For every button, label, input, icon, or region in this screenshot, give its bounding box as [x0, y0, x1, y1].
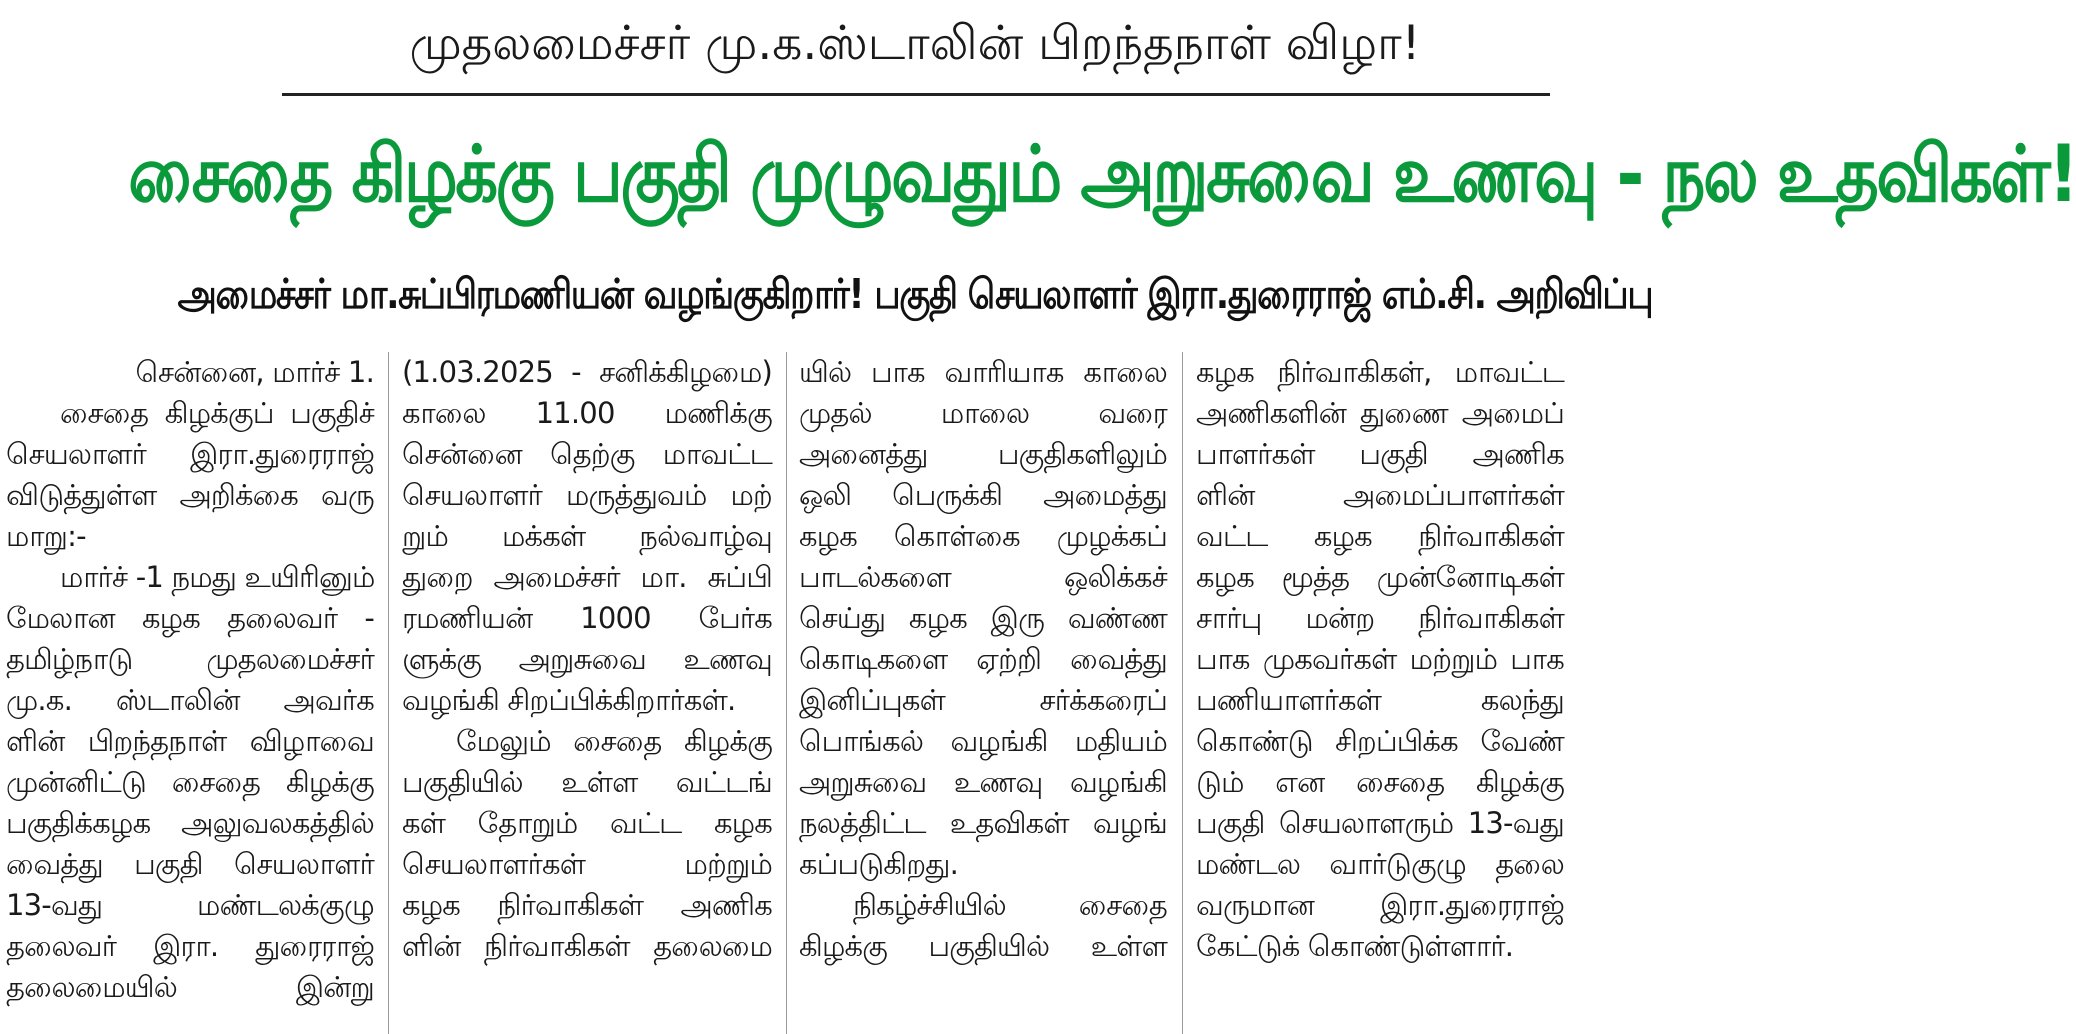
body-line: பாளர்கள் பகுதி அணிக	[1196, 437, 1564, 471]
body-line: அறுசுவை உணவு வழங்கி	[799, 765, 1167, 799]
column-divider	[786, 352, 787, 1034]
body-line: வட்ட கழக நிர்வாகிகள்	[1196, 519, 1564, 553]
body-line: மு.க. ஸ்டாலின் அவர்க	[6, 683, 374, 717]
body-line: பகுதியில் உள்ள வட்டங்	[402, 765, 772, 799]
body-line: மண்டல வார்டுகுழு தலை	[1196, 847, 1564, 881]
body-line: கழக மூத்த முன்னோடிகள்	[1196, 560, 1564, 594]
body-line: சென்னை தெற்கு மாவட்ட	[402, 437, 772, 471]
column-divider	[1182, 352, 1183, 1034]
body-line: இனிப்புகள் சர்க்கரைப்	[799, 683, 1167, 717]
article-subheadline: அமைச்சர் மா.சுப்பிரமணியன் வழங்குகிறார்! பகுதி செயலாளர் இரா.துரைராஜ் எம்.சி. அறிவிப்பு	[177, 270, 1653, 318]
body-line: பகுதி செயலாளரும் 13-வது	[1196, 806, 1564, 840]
body-line: வைத்து பகுதி செயலாளர்	[6, 847, 374, 881]
body-line: யில் பாக வாரியாக காலை	[799, 355, 1167, 389]
body-line: ஒலி பெருக்கி அமைத்து	[799, 478, 1167, 512]
article-kicker: முதலமைச்சர் மு.க.ஸ்டாலின் பிறந்தநாள் விழா!	[409, 16, 1421, 71]
kicker-underline	[282, 93, 1550, 96]
body-line: ளின் பிறந்தநாள் விழாவை	[6, 724, 374, 758]
body-line: வருமான இரா.துரைராஜ்	[1196, 888, 1564, 922]
body-line: கொடிகளை ஏற்றி வைத்து	[799, 642, 1167, 676]
body-line: செயலாளர் இரா.துரைராஜ்	[6, 437, 374, 471]
body-line: தமிழ்நாடு முதலமைச்சர்	[6, 642, 374, 676]
body-line: பாக முகவர்கள் மற்றும் பாக	[1196, 642, 1564, 676]
body-line: சார்பு மன்ற நிர்வாகிகள்	[1196, 601, 1564, 635]
body-line: செயலாளர்கள் மற்றும்	[402, 847, 772, 881]
body-line: தலைவர் இரா. துரைராஜ்	[6, 929, 374, 963]
body-line: டும் என சைதை கிழக்கு	[1196, 765, 1564, 799]
body-line: கள் தோறும் வட்ட கழக	[402, 806, 772, 840]
body-line: ளுக்கு அறுசுவை உணவு	[402, 642, 772, 676]
body-line: வழங்கி சிறப்பிக்கிறார்கள்.	[402, 683, 736, 717]
body-line: முதல் மாலை வரை	[799, 396, 1167, 430]
body-line: கழக நிர்வாகிகள், மாவட்ட	[1196, 355, 1564, 389]
body-line: ளின் அமைப்பாளர்கள்	[1196, 478, 1564, 512]
article-headline: சைதை கிழக்கு பகுதி முழுவதும் அறுசுவை உணவு - நல உதவிகள்!	[128, 130, 2076, 220]
body-line: மேலான கழக தலைவர் -	[6, 601, 374, 635]
body-line: கழக நிர்வாகிகள் அணிக	[402, 888, 772, 922]
body-column-3	[799, 352, 1167, 1034]
body-line: முன்னிட்டு சைதை கிழக்கு	[6, 765, 374, 799]
body-line: கேட்டுக் கொண்டுள்ளார்.	[1196, 929, 1514, 963]
body-line: பொங்கல் வழங்கி மதியம்	[799, 724, 1167, 758]
body-line: கொண்டு சிறப்பிக்க வேண்	[1196, 724, 1564, 758]
body-line: அணிகளின் துணை அமைப்	[1196, 396, 1564, 430]
body-line: பணியாளர்கள் கலந்து	[1196, 683, 1564, 717]
body-line: 13-வது மண்டலக்குழு	[6, 888, 374, 922]
body-line: மார்ச் -1 நமது உயிரினும்	[60, 560, 375, 594]
body-line: கிழக்கு பகுதியில் உள்ள	[799, 929, 1167, 963]
column-divider	[388, 352, 389, 1034]
body-line: சென்னை, மார்ச் 1.	[135, 355, 374, 389]
body-line: நிகழ்ச்சியில் சைதை	[853, 888, 1167, 922]
body-column-2	[402, 352, 772, 1034]
body-line: கழக கொள்கை முழக்கப்	[799, 519, 1167, 553]
body-line: காலை 11.00 மணிக்கு	[402, 396, 772, 430]
body-line: பாடல்களை ஒலிக்கச்	[799, 560, 1167, 594]
body-column-1	[6, 352, 374, 1034]
body-line: அனைத்து பகுதிகளிலும்	[799, 437, 1167, 471]
body-line: செயலாளர் மருத்துவம் மற்	[402, 478, 772, 512]
body-line: துறை அமைச்சர் மா. சுப்பி	[402, 560, 772, 594]
body-line: (1.03.2025 - சனிக்கிழமை)	[402, 355, 772, 389]
body-line: ளின் நிர்வாகிகள் தலைமை	[402, 929, 772, 963]
body-line: விடுத்துள்ள அறிக்கை வரு	[6, 478, 374, 512]
article-body	[0, 352, 1830, 1034]
body-line: பகுதிக்கழக அலுவலகத்தில்	[6, 806, 374, 840]
body-line: மேலும் சைதை கிழக்கு	[456, 724, 772, 758]
body-line: தலைமையில் இன்று	[6, 970, 374, 1004]
body-line: செய்து கழக இரு வண்ண	[799, 601, 1167, 635]
body-line: மாறு:-	[6, 519, 86, 553]
body-line: கப்படுகிறது.	[799, 847, 959, 881]
body-line: றும் மக்கள் நல்வாழ்வு	[402, 519, 772, 553]
body-column-4	[1196, 352, 1564, 1034]
body-line: ரமணியன் 1000 பேர்க	[402, 601, 772, 635]
body-line: நலத்திட்ட உதவிகள் வழங்	[799, 806, 1167, 840]
body-line: சைதை கிழக்குப் பகுதிச்	[60, 396, 374, 430]
